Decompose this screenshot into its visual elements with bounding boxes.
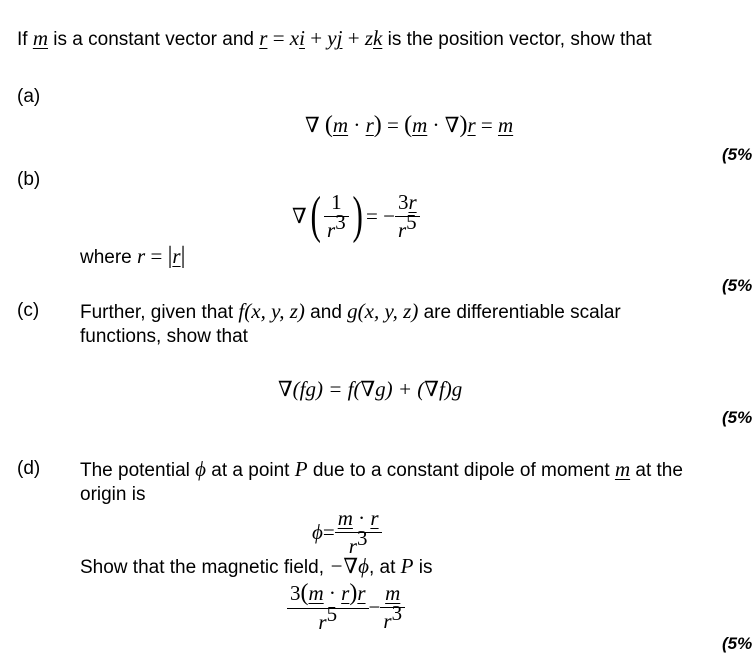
var-y: y (327, 26, 337, 50)
nabla: ∇ (305, 113, 325, 137)
exponent: 5 (326, 602, 338, 626)
intro-text: If (17, 29, 33, 50)
unit-vector-j: j (336, 26, 343, 50)
vector-r: r (467, 113, 476, 137)
vector-m: m (385, 581, 401, 605)
part-d-line1 (80, 458, 683, 482)
exponent: 3 (391, 601, 403, 625)
marks-d: (5% (722, 634, 753, 653)
coefficient: 3 (397, 189, 409, 214)
vector-r: r (172, 244, 181, 268)
paren: ( (324, 112, 333, 138)
marks-c: (5% (722, 408, 753, 427)
paren: ) (459, 112, 468, 138)
text: The potential (80, 460, 196, 481)
vector-m: m (614, 457, 631, 481)
point-P: P (294, 457, 308, 481)
exponent: 3 (335, 209, 346, 234)
field-expression: −∇ϕ (329, 554, 369, 578)
part-d-equation1 (312, 506, 382, 559)
equals-minus: = − (366, 203, 395, 228)
equals-sign: = (267, 26, 290, 50)
numerator: 1 (331, 189, 342, 214)
scalar-r: r (137, 244, 146, 268)
part-d-label: (d) (17, 458, 41, 479)
dot-nabla: · ∇ (427, 113, 460, 137)
abs-bar: | (180, 243, 186, 269)
text: are differentiable scalar (418, 302, 621, 323)
equals-sign: = (475, 113, 498, 137)
vector-r: r (259, 26, 268, 50)
vector-m: m (497, 113, 514, 137)
fraction-one-over-r3 (324, 190, 349, 243)
unit-vector-k: k (373, 26, 383, 50)
text: at a point (206, 460, 295, 481)
var-z: z (364, 26, 373, 50)
phi: ϕ (312, 520, 323, 544)
vector-m: m (412, 113, 428, 137)
vector-m: m (337, 506, 353, 530)
vector-r: r (357, 581, 366, 605)
var-x: x (289, 26, 300, 50)
where-text: where (80, 247, 138, 268)
vector-r: r (370, 506, 379, 530)
vector-r: r (365, 113, 374, 137)
part-d-line3 (80, 555, 432, 579)
text: Show that the magnetic field, (80, 557, 330, 578)
vector-r: r (408, 189, 417, 214)
unit-vector-i: i (299, 26, 305, 50)
denominator: r (327, 217, 336, 242)
equals-sign: = (145, 244, 168, 268)
vector-m: m (332, 113, 349, 137)
part-c-equation: ∇(fg) = f(∇g) + (∇f)g (278, 377, 463, 401)
fraction-m-dot-r-over-r3 (335, 506, 382, 559)
text: Further, given that (80, 302, 239, 323)
text: , at (368, 557, 401, 578)
equals-sign: = (322, 520, 335, 544)
paren: ) (349, 580, 358, 606)
part-b-where (80, 245, 185, 269)
paren: ) (352, 187, 363, 244)
dot-operator: · (348, 113, 366, 137)
dot-operator: · (323, 581, 342, 605)
paren: ( (404, 112, 413, 138)
text: at the (630, 460, 683, 481)
part-c-label: (c) (17, 300, 40, 321)
part-b-label: (b) (17, 169, 41, 190)
denominator: r (397, 217, 407, 242)
part-c-line1 (80, 300, 621, 324)
denominator: r (383, 609, 392, 633)
paren: ( (310, 187, 321, 244)
function-f: f(x, y, z) (238, 299, 305, 323)
vector-m: m (32, 26, 49, 50)
plus-sign: + (304, 26, 328, 50)
coefficient: 3 (290, 581, 301, 605)
minus-sign: − (368, 595, 381, 619)
paren: ( (300, 580, 309, 606)
part-c-line2: functions, show that (80, 326, 248, 347)
phi: ϕ (195, 457, 207, 481)
fraction-3r-over-r5 (395, 190, 420, 243)
text: due to a constant dipole of moment (307, 460, 615, 481)
marks-b: (5% (722, 276, 753, 295)
intro-line (17, 27, 652, 51)
vector-r: r (341, 581, 350, 605)
function-g: g(x, y, z) (347, 299, 419, 323)
text: and (304, 302, 348, 323)
nabla: ∇ (292, 203, 307, 228)
plus-sign: + (342, 26, 365, 50)
dot-operator: · (352, 506, 371, 530)
vector-m: m (308, 581, 324, 605)
denominator: r (348, 534, 357, 558)
abs-bar: | (167, 243, 173, 269)
intro-text: is the position vector, show that (382, 29, 652, 50)
denominator: r (318, 610, 327, 634)
exponent: 5 (406, 209, 417, 234)
equals-sign: = (381, 113, 405, 137)
intro-text: is a constant vector and (48, 29, 260, 50)
part-a-equation (305, 112, 513, 139)
part-a-label: (a) (17, 86, 41, 107)
part-d-line2: origin is (80, 484, 146, 505)
marks-a: (5% (722, 145, 753, 164)
paren: ) (373, 112, 382, 138)
fraction-3mr-r-over-r5 (287, 580, 369, 635)
part-b-equation (292, 188, 420, 244)
exponent: 3 (356, 526, 368, 550)
point-P: P (400, 554, 414, 578)
part-d-equation2 (287, 580, 405, 635)
fraction-m-over-r3 (380, 581, 405, 634)
text: is (413, 557, 433, 578)
